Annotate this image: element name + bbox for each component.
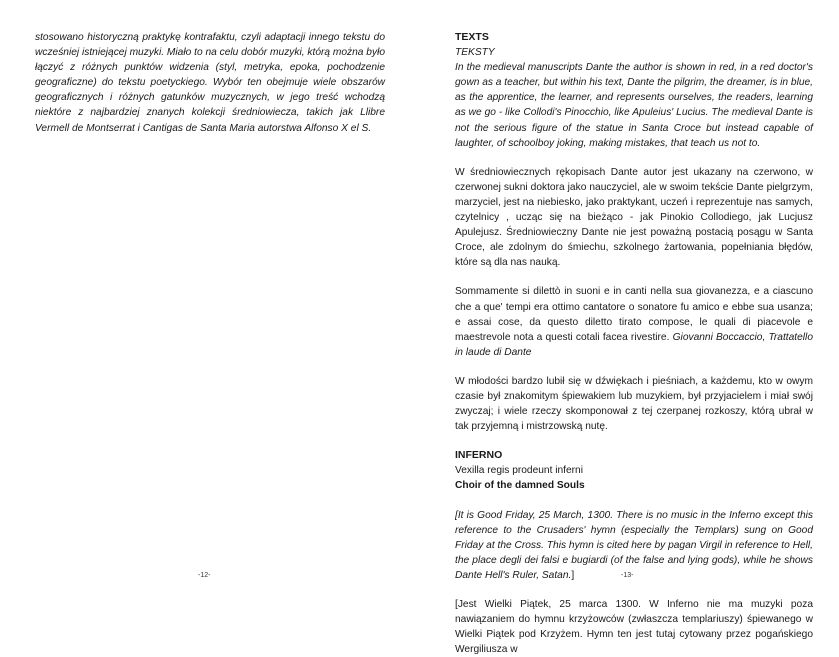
polish-quote: W młodości bardzo lubił się w dźwiękach i pieśniach, a każdemu, kto w owym czasie był znakomitym śpiewakiem lub muzykiem, był przyjacielem i miał swój zwyczaj; i wiele rzeczy skomponował z tej czerpanej rozkoszy, którą ubrał w tak przyjemną i mistrzowską nutę. — [455, 375, 813, 433]
left-paragraph: stosowano historyczną praktykę kontrafaktu, czyli adaptacji innego tekstu do wcześniej istniejącej muzyki. Miało to na celu dobór muzyki, którą można było łączyć z różnych punktów widzenia (styl, metryka, epoka, pochodzenie geograficzne) do tekstu poetyckiego. Wybór ten obejmuje wiele obszarów geograficznych i różnych gatunków muzycznych, w jego treść wchodzą niektóre z najbardziej znanych kolekcji średniowiecza, takich jak Llibre Vermell de Montserrat i Cantigas de Santa Maria autorstwa Alfonso X el S. — [35, 32, 385, 134]
right-page — [420, 0, 839, 656]
polish-note: [Jest Wielki Piątek, 25 marca 1300. W Inferno nie ma muzyki poza nawiązaniem do hymnu krzyżowców (zwłaszcza templariuszy) śpiewanego w Wielki Piątek pod Krzyżem. Hymn ten jest tutaj cytowany przez pogańskiego Wergiliusza w — [455, 599, 813, 656]
english-note-paragraph — [455, 508, 813, 583]
polish-intro: W średniowiecznych rękopisach Dante autor jest ukazany na czerwono, w czerwonej sukni doktora jako nauczyciel, ale w swoim tekście Dante pielgrzym, marzyciel, jest na niebiesko, jako praktykant, uczeń i reprezentuje nas samych, czytelnicy , ucząc się na bieżąco - jak Pinokio Collodiego, jak Lucjusz Apulejusz. Średniowieczny Dante nie jest poważną postacią posągu w Santa Croce, ale zdolnym do śmiechu, szkolnego żartowania, popełniania błędów, które są dla nas nauką. — [455, 166, 813, 269]
left-text-column — [35, 30, 385, 150]
left-page — [0, 0, 420, 595]
inferno-subtitle: Choir of the damned Souls — [455, 480, 585, 492]
italian-quote: Sommamente si dilettò in suoni e in canti nella sua giovanezza, e a ciascuno che a que' tempi era ottimo cantatore o sonatore fu amico e ebbe sua usanza; e assai cose, da questo diletto tirato compose, le quali di piacevole e maestrevole nota a questi cotali facea rivestire. — [455, 286, 813, 343]
english-intro: In the medieval manuscripts Dante the author is shown in red, in a red doctor's gown as a teacher, but within his text, Dante the pilgrim, the dreamer, is in blue, as the apprentice, the learner, and represents ourselves, the readers, learning as we go - like Collodi's Pinocchio, like Apuleius' Lucius. The medieval Dante is not the serious figure of the statue in Santa Croce but instead capable of laughter, of schoolboy joking, making mistakes, that teach us not to. — [455, 62, 813, 149]
right-text-column — [455, 30, 813, 657]
texts-subheading: TEKSTY — [455, 47, 495, 59]
right-page-number: -13- — [621, 572, 634, 579]
inferno-heading: INFERNO — [455, 449, 503, 462]
english-note: [It is Good Friday, 25 March, 1300. There is no music in the Inferno except this reference to the Crusaders' hymn (especially the Templars) sung on Good Friday at the Cross. This hymn is cited here by pagan Virgil in reference to Hell, the place degli dei falsi e bugiardi (of the false and lying gods), while he shows Dante Hell's Ruler, Satan. — [455, 509, 813, 581]
texts-heading: TEXTS — [455, 31, 489, 43]
left-page-number: -12- — [198, 572, 211, 579]
italian-attribution: Giovanni Boccaccio, Trattatello in laude di Dante — [455, 331, 813, 358]
english-note-close: ] — [571, 569, 575, 581]
inferno-title: Vexilla regis prodeunt inferni — [455, 465, 583, 477]
italian-quote-paragraph — [455, 284, 813, 359]
